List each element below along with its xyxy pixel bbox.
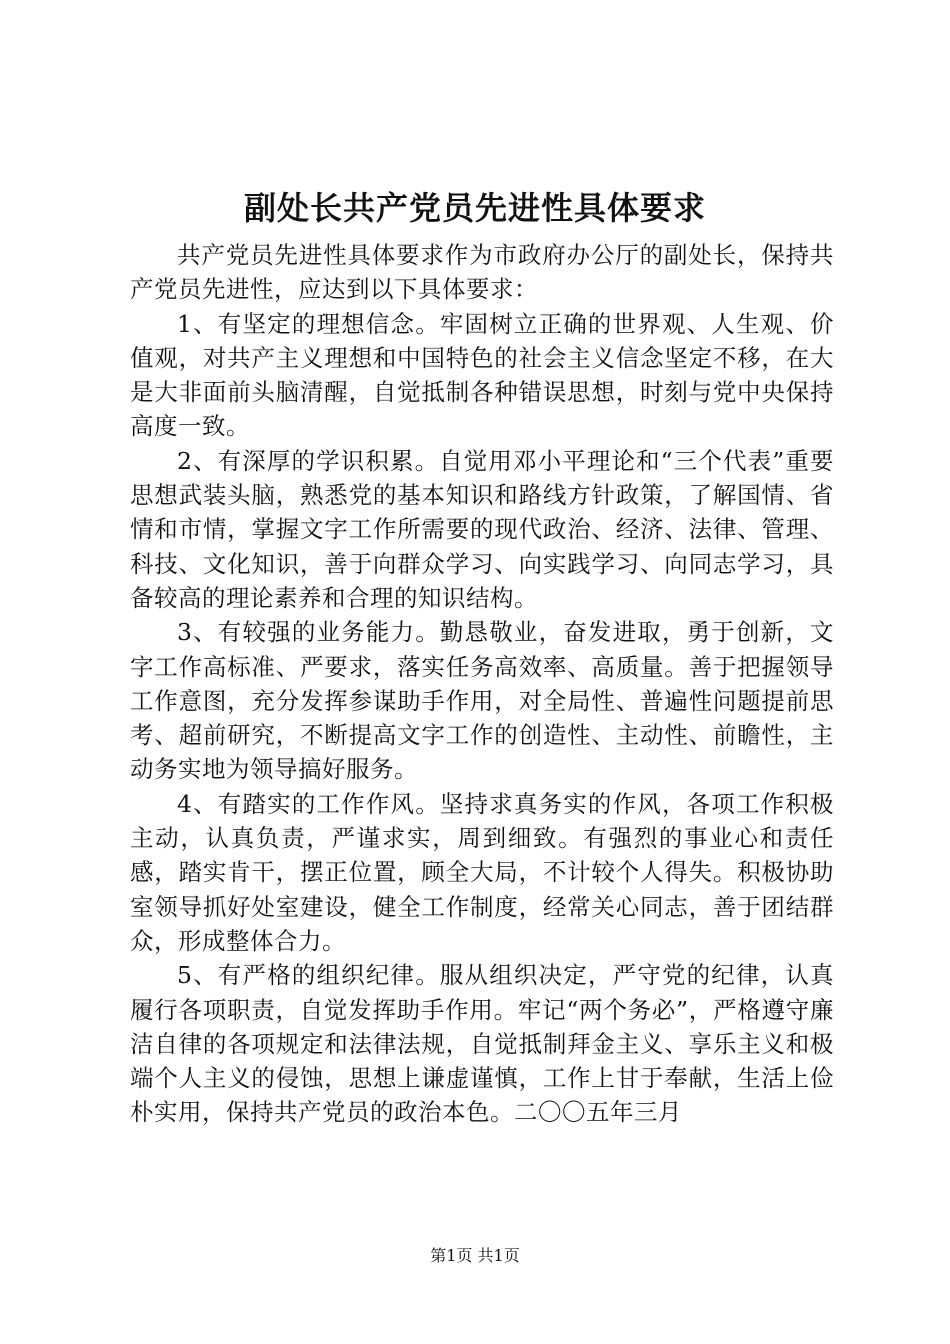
requirement-paragraph-1: 1、有坚定的理想信念。牢固树立正确的世界观、人生观、价值观，对共产主义理想和中国特色的社会主义信念坚定不移，在大是大非面前头脑清醒，自觉抵制各种错误思想，时刻与党中央保持高度一致。 (130, 309, 834, 441)
requirement-paragraph-5: 5、有严格的组织纪律。服从组织决定，严守党的纪律，认真履行各项职责，自觉发挥助手作用。牢记“两个务必”，严格遵守廉洁自律的各项规定和法律法规，自觉抵制拜金主义、享乐主义和极端个人主义的侵蚀，思想上谦虚谨慎，工作上甘于奉献，生活上俭朴实用，保持共产党员的政治本色。二〇〇五年三月 (130, 961, 834, 1127)
document-title: 副处长共产党员先进性具体要求 (243, 189, 706, 227)
document-body (130, 238, 834, 1130)
requirement-paragraph-2: 2、有深厚的学识积累。自觉用邓小平理论和“三个代表”重要思想武装头脑，熟悉党的基本知识和路线方针政策，了解国情、省情和市情，掌握文字工作所需要的现代政治、经济、法律、管理、科技、文化知识，善于向群众学习、向实践学习、向同志学习，具备较高的理论素养和合理的知识结构。 (130, 446, 834, 612)
requirement-paragraph-3: 3、有较强的业务能力。勤恳敬业，奋发进取，勇于创新，文字工作高标准、严要求，落实任务高效率、高质量。善于把握领导工作意图，充分发挥参谋助手作用，对全局性、普遍性问题提前思考、超前研究，不断提高文字工作的创造性、主动性、前瞻性，主动务实地为领导搞好服务。 (130, 618, 834, 784)
page-number-footer: 第1页 共1页 (430, 1246, 520, 1265)
requirement-paragraph-4: 4、有踏实的工作作风。坚持求真务实的作风，各项工作积极主动，认真负责，严谨求实，周到细致。有强烈的事业心和责任感，踏实肯干，摆正位置，顾全大局，不计较个人得失。积极协助室领导抓好处室建设，健全工作制度，经常关心同志，善于团结群众，形成整体合力。 (130, 789, 834, 955)
intro-paragraph: 共产党员先进性具体要求作为市政府办公厅的副处长，保持共产党员先进性，应达到以下具体要求： (130, 241, 834, 304)
